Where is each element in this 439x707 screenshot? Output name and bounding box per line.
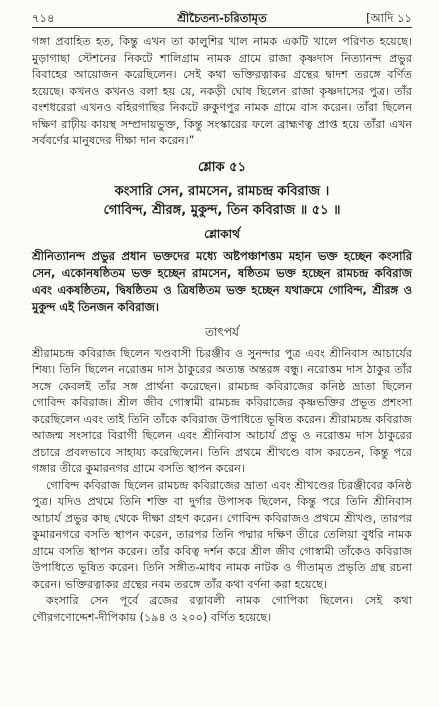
purport-paragraph-3: কংসারি সেন পূর্বে ব্রজের রত্নাবলী নামক গোপিকা ছিলেন। সেই কথা গৌরগণোদ্দেশ-দীপিকায় (১৯৪ ও ২০০) বর্ণিত হয়েছে। xyxy=(32,594,412,624)
purport-paragraph-1: শ্রীরামচন্দ্র কবিরাজ ছিলেন খণ্ডবাসী চিরঞ্জীব ও সুনন্দার পুত্র এবং শ্রীনিবাস আচার্যের শিষ্য। তিনি ছিলেন নরোত্তম দাস ঠাকুরের অত্যন্ত অন্তরঙ্গ বন্ধু। নরোত্তম দাস ঠাকুর তাঁর সঙ্গে কেবলই তাঁর সঙ্গ প্রার্থনা করেছেন। রামচন্দ্র কবিরাজের কনিষ্ঠ ভ্রাতা ছিলেন গোবিন্দ কবিরাজ। শ্রীল জীব গোস্বামী রামচন্দ্র কবিরাজের কৃষ্ণভক্তির প্রভূত প্রশংসা করেছিলেন এবং তাই তিনি তাঁকে কবিরাজ উপাধিতে ভূষিত করেন। শ্রীরামচন্দ্র কবিরাজ আজন্ম সংসারে বিরাগী ছিলেন এবং শ্রীনিবাস আচার্য প্রভু ও নরোত্তম দাস ঠাকুরের প্রচারে প্রবলভাবে সাহায্য করেছিলেন। তিনি প্রথমে শ্রীখণ্ডে বাস করতেন, কিন্তু পরে গঙ্গার তীরে কুমারনগর গ্রামে বসতি স্থাপন করেন। xyxy=(32,346,412,475)
page-header xyxy=(32,10,412,30)
purport-paragraph-2: গোবিন্দ কবিরাজ ছিলেন রামচন্দ্র কবিরাজের ভ্রাতা এবং শ্রীখণ্ডের চিরঞ্জীবের কনিষ্ঠ পুত্র। যদিও প্রথমে তিনি শক্তি বা দুর্গার উপাসক ছিলেন, কিন্তু পরে তিনি শ্রীনিবাস আচার্য প্রভুর কাছ থেকে দীক্ষা গ্রহণ করেন। গোবিন্দ কবিরাজও প্রথমে শ্রীখণ্ড, তারপর কুমারনগরে বসতি স্থাপন করেন, তারপর তিনি পদ্মার দক্ষিণ তীরে তেলিয়া বুধরি নামক গ্রামে বসতি স্থাপন করেন। তাঁর কবিত্ব দর্শন করে শ্রীল জীব গোস্বামী তাঁকেও কবিরাজ উপাধিতে ভূষিত করেন। তিনি সঙ্গীত-মাধব নামক নাটক ও গীতামৃত প্রভৃতি গ্রন্থ রচনা করেন। ভক্তিরত্নাকর গ্রন্থের নবম তরঙ্গে তাঁর কথা বর্ণনা করা হয়েছে। xyxy=(32,478,412,591)
verse-title: শ্লোক ৫১ xyxy=(197,159,247,175)
intro-paragraph: গঙ্গা প্রবাহিত হত, কিন্তু এখন তা কালুশির খাল নামক একটি খালে পরিণত হয়েছে। মুড়াগাছা স্টেশনের নিকটে শালিগ্রাম নামক গ্রামে রাজা কৃষ্ণদাস নিত্যানন্দ প্রভুর বিবাহের আয়োজন করেছিলেন। সেই কথা ভক্তিরত্নাকর গ্রন্থের দ্বাদশ তরঙ্গে বর্ণিত হয়েছে। কখনও কখনও বলা হয় যে, নকড়ী ঘোষ ছিলেন রাজা কৃষ্ণদাসের পুত্র। তাঁর বংশধরেরা এখনও বহিরগাছির নিকটে রুকুণপুর নামক গ্রামে বাস করেন। তাঁরা ছিলেন দক্ষিণ রাঢ়ীয় কায়স্থ সম্প্রদায়ভুক্ত, কিন্তু সংস্কারের ফলে ব্রাহ্মণত্ব প্রাপ্ত হয়ে তাঁরা এখন সর্ববর্ণের মানুষদের দীক্ষা দান করেন।” xyxy=(32,35,412,147)
verse-line-2: গোবিন্দ, শ্রীরঙ্গ, মুকুন্দ, তিন কবিরাজ ॥ ৫১ ॥ xyxy=(103,202,341,218)
running-title: শ্রীচৈতন্য-চরিতামৃত xyxy=(177,11,267,25)
chapter-reference: [আদি ১১ xyxy=(366,11,412,25)
purport-title: তাৎপর্য xyxy=(205,324,239,339)
verse-line-1: কংসারি সেন, রামসেন, রামচন্দ্র কবিরাজ । xyxy=(114,183,330,199)
synopsis-text: শ্রীনিত্যানন্দ প্রভুর প্রধান ভক্তদের মধ্যে অষ্টপঞ্চাশত্তম মহান ভক্ত হচ্ছেন কংসারি সেন, একোনষষ্ঠিতম ভক্ত হচ্ছেন রামসেন, ষষ্ঠিতম ভক্ত হচ্ছেন রামচন্দ্র কবিরাজ এবং একষষ্ঠিতম, দ্বিষষ্ঠিতম ও ত্রিষষ্ঠিতম ভক্ত হচ্ছেন যথাক্রমে গোবিন্দ, শ্রীরঙ্গ ও মুকুন্দ এই তিনজন কবিরাজ। xyxy=(32,248,412,314)
page-number: ৭১৪ xyxy=(32,11,55,25)
header-rule xyxy=(32,27,412,28)
synopsis-title: শ্লোকার্থ xyxy=(204,226,240,241)
book-page xyxy=(32,10,412,626)
